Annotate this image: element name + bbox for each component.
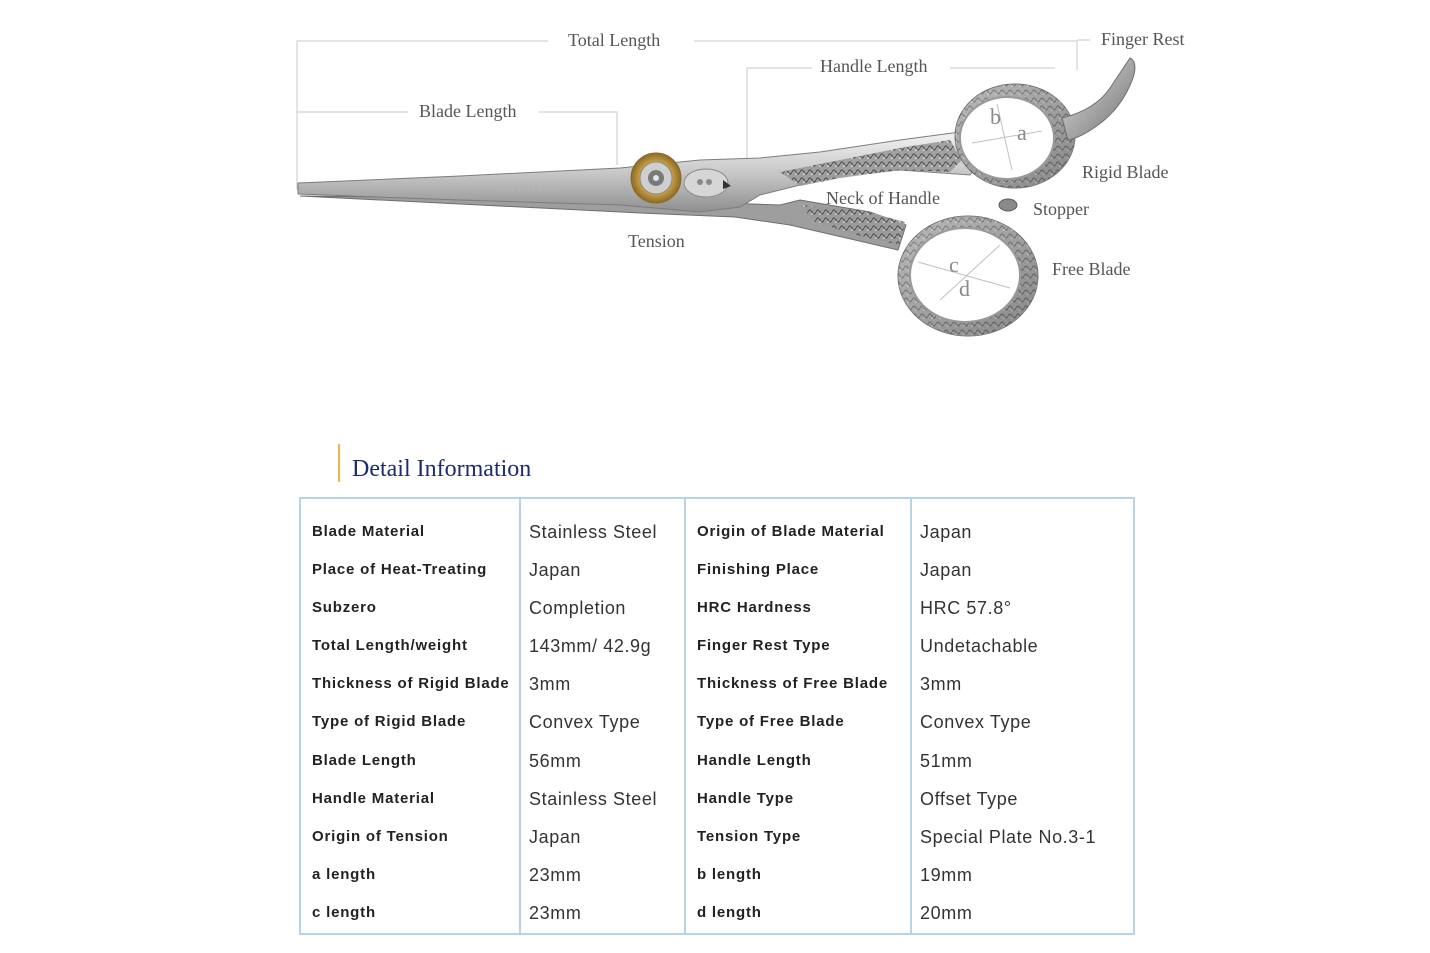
spec-value: Japan: [920, 560, 973, 581]
label-blade-length: Blade Length: [411, 101, 524, 122]
label-finger-rest: Finger Rest: [1101, 29, 1185, 49]
spec-label: Type of Free Blade: [697, 713, 845, 731]
spec-value: 56mm: [529, 750, 582, 771]
spec-label: a length: [312, 865, 376, 883]
left-value-column: [519, 499, 684, 933]
spec-label: Origin of Blade Material: [697, 523, 885, 540]
right-value-column: [910, 499, 1133, 933]
ring-letter-c: c: [949, 252, 959, 277]
spec-label: Thickness of Rigid Blade: [312, 675, 510, 693]
spec-value: Undetachable: [920, 636, 1039, 657]
spec-value: Stainless Steel: [529, 522, 658, 542]
spec-label: HRC Hardness: [697, 599, 812, 617]
spec-label: Blade Length: [312, 751, 417, 769]
spec-value: Stainless Steel: [529, 788, 658, 809]
detail-table: [299, 497, 1135, 935]
brand-engraving: MICHIKO: [498, 180, 565, 194]
spec-label: Subzero: [312, 599, 377, 617]
spec-value: 51mm: [920, 750, 973, 771]
spec-value: Convex Type: [529, 712, 641, 733]
spec-label: d length: [697, 903, 762, 921]
label-rigid-blade: Rigid Blade: [1082, 162, 1169, 182]
label-stopper: Stopper: [1033, 199, 1089, 219]
spec-label: Handle Material: [312, 789, 435, 807]
finger-rest-shape: [1062, 58, 1135, 140]
spec-label: b length: [697, 865, 762, 883]
left-key-column: [301, 499, 519, 933]
spec-value: Japan: [529, 826, 582, 847]
spec-value: 23mm: [529, 902, 582, 923]
spec-label: Thickness of Free Blade: [697, 675, 888, 693]
scissors-diagram: [0, 0, 1430, 400]
section-title: Detail Information: [352, 456, 532, 482]
spec-value: Japan: [920, 522, 973, 542]
spec-label: Place of Heat-Treating: [312, 561, 488, 579]
spec-label: Finger Rest Type: [697, 637, 831, 655]
spec-label: Blade Material: [312, 523, 425, 540]
label-handle-length: Handle Length: [812, 56, 935, 77]
ring-letter-a: a: [1017, 120, 1027, 145]
label-free-blade: Free Blade: [1052, 259, 1131, 279]
ring-letter-d: d: [959, 276, 970, 301]
spec-label: c length: [312, 903, 376, 921]
ring-letter-b: b: [990, 104, 1001, 129]
spec-label: Handle Length: [697, 751, 812, 769]
spec-label: Finishing Place: [697, 561, 820, 579]
spec-value: Completion: [529, 598, 627, 619]
spec-value: Convex Type: [920, 712, 1032, 733]
spec-value: Japan: [529, 560, 582, 581]
spec-value: 3mm: [529, 674, 571, 695]
heading-accent-bar: [338, 444, 340, 482]
label-neck-of-handle: Neck of Handle: [826, 188, 940, 208]
spec-value: Special Plate No.3-1: [920, 826, 1097, 847]
spec-label: Tension Type: [697, 827, 802, 845]
spec-value: 19mm: [920, 864, 973, 885]
label-tension: Tension: [628, 231, 685, 251]
spec-value: Offset Type: [920, 788, 1018, 809]
spec-label: Type of Rigid Blade: [312, 713, 467, 731]
spec-value: 23mm: [529, 864, 582, 885]
right-key-column: [684, 499, 910, 933]
spec-label: Origin of Tension: [312, 827, 449, 845]
scissors-illustration: [0, 0, 1430, 400]
tension-plate: [684, 169, 728, 197]
spec-value: HRC 57.8°: [920, 598, 1012, 619]
upper-ring-hole: [960, 97, 1054, 179]
spec-value: 20mm: [920, 902, 973, 923]
spec-label: Handle Type: [697, 789, 794, 807]
stopper-shape: [999, 199, 1017, 211]
spec-label: Total Length/weight: [312, 637, 468, 655]
label-total-length: Total Length: [560, 30, 668, 51]
spec-value: 143mm/ 42.9g: [529, 636, 652, 657]
spec-value: 3mm: [920, 674, 962, 695]
